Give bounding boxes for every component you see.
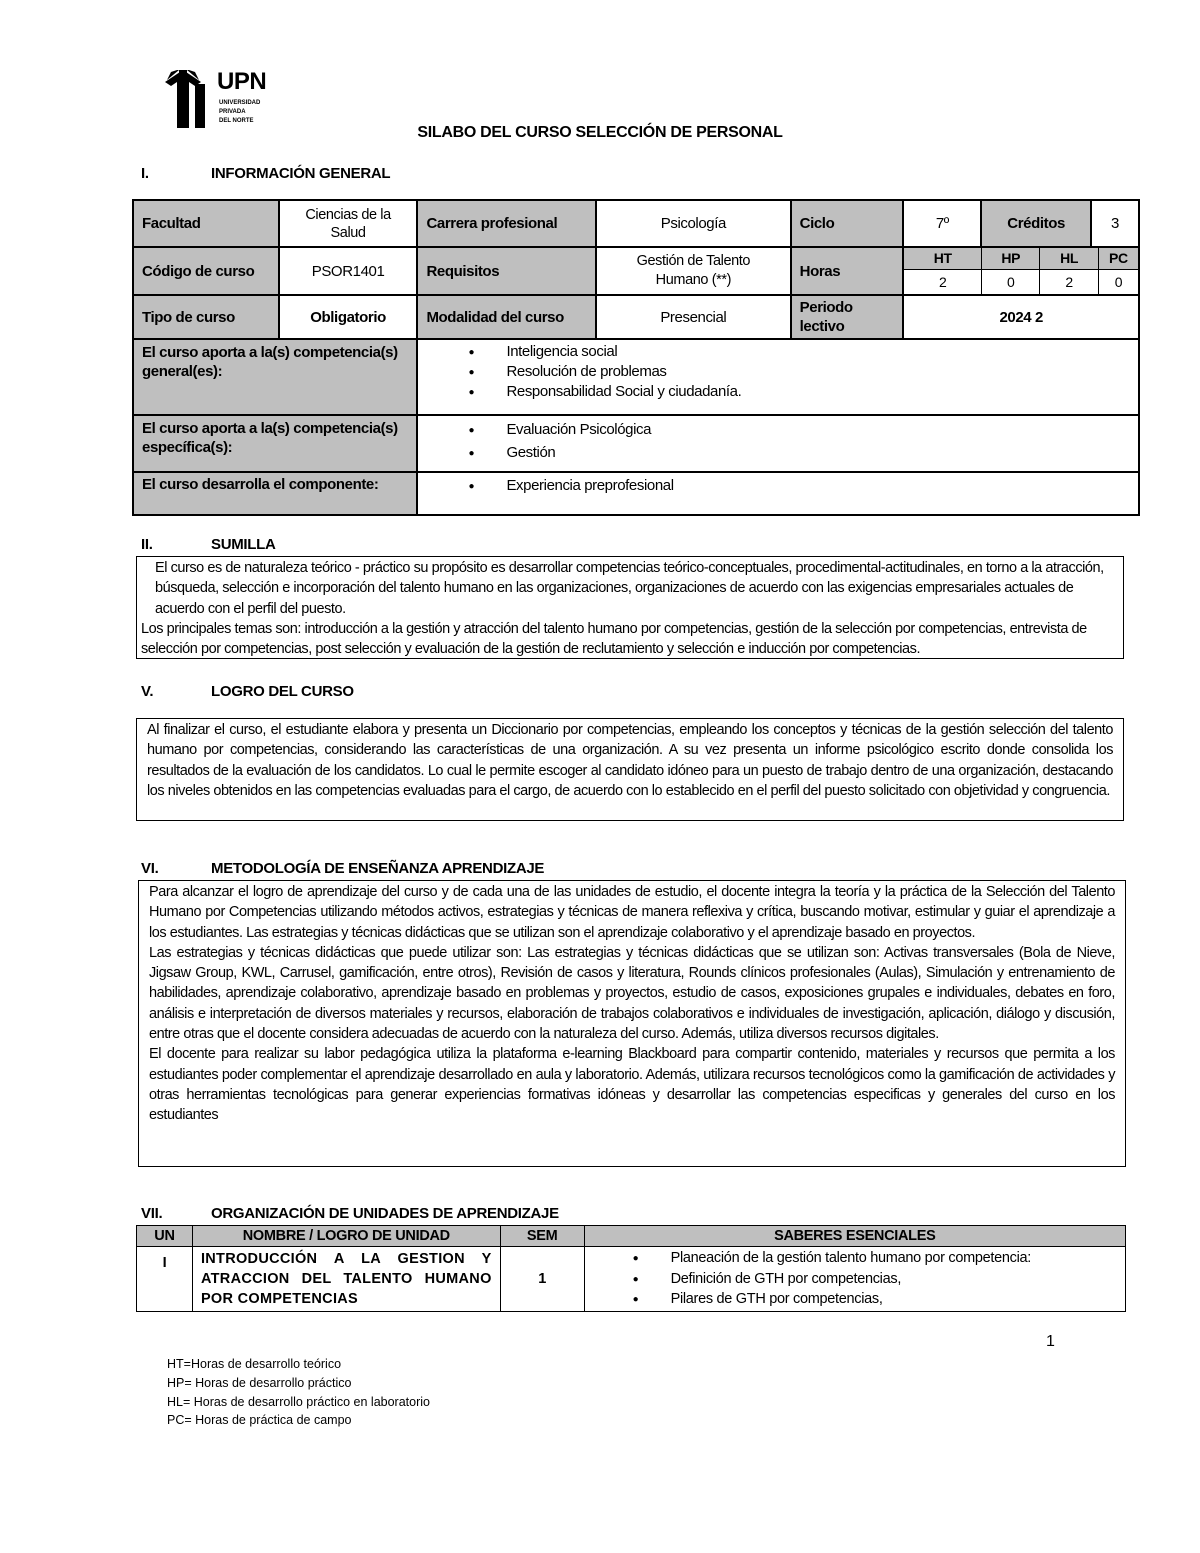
general-info-table [132, 199, 1140, 516]
upn-logo [165, 70, 275, 128]
section-number: V. [141, 683, 154, 700]
horas-subtable-cell [903, 247, 1139, 295]
section-label: INFORMACIÓN GENERAL [211, 165, 391, 182]
competencia-especifica-list [426, 418, 1130, 464]
periodo-value: 2024 2 [903, 295, 1139, 339]
list-item: ● Definición de GTH por competencias, [591, 1269, 1119, 1290]
componente-cell [417, 472, 1139, 515]
requisitos-label: Requisitos [417, 247, 596, 295]
section-number: II. [141, 536, 153, 553]
creditos-value: 3 [1091, 200, 1139, 247]
unit-week: 1 [500, 1247, 584, 1312]
creditos-label: Créditos [981, 200, 1091, 247]
hl-value: 2 [1040, 269, 1098, 294]
tipo-label: Tipo de curso [133, 295, 279, 339]
competencia-general-cell [417, 339, 1139, 415]
sumilla-paragraph-1: El curso es de naturaleza teórico - práctico su propósito es desarrollar competencias teórico-conceptuales, procedimental-actitudinales, en torno a la atracción, búsqueda, selección e incorporación del talento humano en las organizaciones, organizaciones de acuerdo con las exigencias empresariales actuales de acuerdo con el perfil del puesto. [155, 560, 1104, 617]
metodologia-paragraph-2: Las estrategias y técnicas didácticas que puede utilizar son: Las estrategias y técnicas didácticas que se utilizan son: Activas transversales (Bola de Nieve, Jigsaw Group, KWL, Carrusel, gamificación, entre otros), Revisión de casos y literatura, Rounds clínicos profesionales (Aulas), Simulación y entrenamiento de habilidades, aprendizaje colaborativo, aprendizaje basado en problemas y proyectos, estudio de casos, exposiciones grupales e individuales, debates en foro, análisis e interpretación de diversos materiales y recursos, elaboración de trabajos colaborativos e individuales de investigación, aplicación, diálogo y discusión, entre otras que el docente considera adecuadas de acuerdo con la naturaleza del curso. Además, utiliza diversos recursos digitales. [149, 944, 1115, 1043]
units-header-un: UN [137, 1226, 193, 1247]
componente-list [426, 476, 1130, 496]
list-item: ● Resolución de problemas [426, 362, 1130, 382]
facultad-value: Ciencias de la Salud [279, 200, 418, 247]
periodo-label: Periodo lectivo [791, 295, 904, 339]
metodologia-paragraph-3: El docente para realizar su labor pedagógica utiliza la plataforma e-learning Blackboard para compartir contenido, materiales y recursos que permita a los estudiantes poder complementar el aprendizaje desarrollado en aula y laboratorio. Además, utilizara recursos tecnológicos como la gamificación de actividades y otras herramientas tecnológicas para generar experiencias formativas idóneas y desarrollar las competencias especificas y generales del curso en los estudiantes [149, 1046, 1115, 1124]
logro-box [136, 718, 1124, 821]
list-item: ● Responsabilidad Social y ciudadanía. [426, 382, 1130, 402]
horas-label: Horas [791, 247, 904, 295]
units-table [136, 1225, 1126, 1312]
modalidad-value: Presencial [596, 295, 791, 339]
logo-sub-1: UNIVERSIDAD [219, 100, 261, 106]
ciclo-label: Ciclo [791, 200, 904, 247]
ht-value: 2 [904, 269, 981, 294]
logo-sub-2: PRIVADA [219, 109, 246, 115]
list-item: ● Inteligencia social [426, 342, 1130, 362]
competencia-especifica-label: El curso aporta a la(s) competencia(s) específica(s): [133, 415, 417, 472]
page-number: 1 [1046, 1333, 1055, 1350]
section-label: SUMILLA [211, 536, 276, 553]
units-header-saberes: SABERES ESENCIALES [584, 1226, 1125, 1247]
ht-label: HT [904, 248, 981, 269]
competencia-especifica-cell [417, 415, 1139, 472]
section-number: I. [141, 165, 149, 182]
horas-subtable [904, 248, 1138, 294]
unit-name: INTRODUCCIÓN A LA GESTION Y ATRACCION DEL TALENTO HUMANO POR COMPETENCIAS [192, 1247, 500, 1312]
list-item: ● Pilares de GTH por competencias, [591, 1289, 1119, 1310]
facultad-label: Facultad [133, 200, 279, 247]
section-number: VII. [141, 1205, 163, 1222]
competencia-general-label: El curso aporta a la(s) competencia(s) general(es): [133, 339, 417, 415]
componente-label: El curso desarrolla el componente: [133, 472, 417, 515]
sumilla-paragraph-2: Los principales temas son: introducción a la gestión y atracción del talento humano por competencias, gestión de la selección por competencias, entrevista de selección por competencias, post selección y evaluación de la gestión de reclutamiento y selección e inducción por competencias. [141, 620, 1087, 658]
codigo-label: Código de curso [133, 247, 279, 295]
requisitos-value: Gestión de Talento Humano (**) [596, 247, 791, 295]
list-item: ● Evaluación Psicológica [426, 418, 1130, 441]
section-number: VI. [141, 860, 159, 877]
upn-torch-icon [165, 70, 221, 128]
section-label: LOGRO DEL CURSO [211, 683, 354, 700]
codigo-value: PSOR1401 [279, 247, 418, 295]
units-header-sem: SEM [500, 1226, 584, 1247]
list-item: ● Experiencia preprofesional [426, 476, 1130, 496]
footnote-ht: HT=Horas de desarrollo teórico [167, 1357, 342, 1371]
unit-saberes-list [591, 1248, 1119, 1310]
unit-saberes-cell [584, 1247, 1125, 1312]
document-title: SILABO DEL CURSO SELECCIÓN DE PERSONAL [417, 124, 783, 141]
hp-label: HP [982, 248, 1040, 269]
footnote-hl: HL= Horas de desarrollo práctico en laboratorio [167, 1395, 430, 1409]
metodologia-paragraph-1: Para alcanzar el logro de aprendizaje del curso y de cada una de las unidades de estudio, el docente integra la teoría y la práctica de la Selección del Talento Humano por Competencias utilizando métodos activos, estrategias y técnicas de manera reflexiva y crítica, buscando motivar, estimular y guiar el aprendizaje a los estudiantes. Las estrategias y técnicas didácticas que se utilizan son el aprendizaje colaborativo y el aprendizaje basado en proyectos. [149, 884, 1115, 941]
pc-label: PC [1098, 248, 1138, 269]
logo-sub-3: DEL NORTE [219, 118, 254, 124]
tipo-value: Obligatorio [279, 295, 418, 339]
section-label: ORGANIZACIÓN DE UNIDADES DE APRENDIZAJE [211, 1205, 559, 1222]
pc-value: 0 [1114, 273, 1123, 290]
list-item: ● Gestión [426, 441, 1130, 464]
units-header-nombre: NOMBRE / LOGRO DE UNIDAD [192, 1226, 500, 1247]
footnote-pc: PC= Horas de práctica de campo [167, 1413, 352, 1427]
modalidad-label: Modalidad del curso [417, 295, 596, 339]
logro-paragraph: Al finalizar el curso, el estudiante elabora y presenta un Diccionario por competencias, empleando los conceptos y técnicas de la gestión selección del talento humano por competencias, considerando las características de una organización. A su vez presenta un informe psicológico escrito donde consolida los resultados de la evaluación de los candidatos. Lo cual le permite escoger al candidato idóneo para un puesto de trabajo dentro de una organización, destacando los niveles obtenidos en las competencias evaluadas para el cargo, de acuerdo con lo establecido en el perfil del puesto solicitado con objetividad y congruencia. [147, 722, 1113, 799]
list-item: ● Planeación de la gestión talento humano por competencia: [591, 1248, 1119, 1269]
hl-label: HL [1040, 248, 1098, 269]
section-label: METODOLOGÍA DE ENSEÑANZA APRENDIZAJE [211, 860, 545, 877]
footnote-hp: HP= Horas de desarrollo práctico [167, 1376, 352, 1390]
carrera-value: Psicología [596, 200, 791, 247]
ciclo-value: 7º [903, 200, 981, 247]
table-row [137, 1247, 1126, 1312]
carrera-label: Carrera profesional [417, 200, 596, 247]
competencia-general-list [426, 342, 1130, 402]
unit-number: I [137, 1247, 193, 1312]
sumilla-box [136, 556, 1124, 659]
logo-title: UPN [217, 68, 267, 95]
hp-value: 0 [982, 269, 1040, 294]
metodologia-box [138, 880, 1126, 1167]
